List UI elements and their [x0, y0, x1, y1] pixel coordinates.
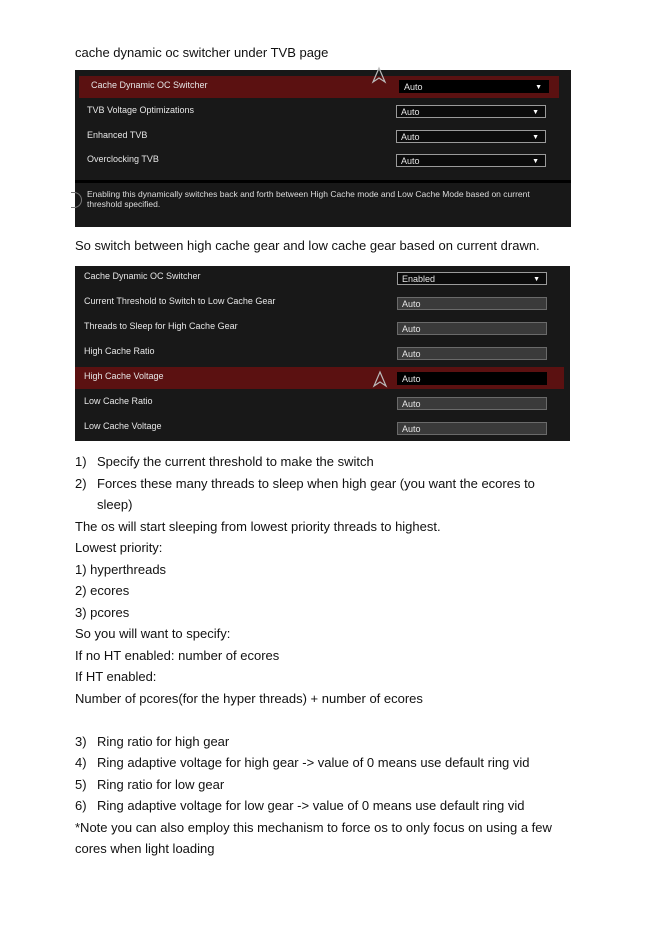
list-number: 5): [75, 776, 87, 792]
list-number: 4): [75, 755, 87, 770]
paragraph-line: 1) hyperthreads: [75, 561, 167, 577]
paragraph-line: Lowest priority:: [75, 540, 163, 555]
current-threshold-field[interactable]: Auto: [397, 297, 547, 310]
bios-panel-cache-dynamic-oc: [75, 266, 570, 441]
list-text: Ring adaptive voltage for high gear -> value of 0 means use default ring vid: [97, 755, 530, 770]
setting-label: Low Cache Voltage: [84, 421, 162, 431]
paragraph-line: 3) pcores: [75, 604, 130, 620]
heading-tvb-page: cache dynamic oc switcher under TVB page: [75, 45, 329, 60]
setting-row-cache-dynamic-oc[interactable]: [79, 76, 559, 98]
mouse-pointer-icon: [371, 66, 387, 84]
list-item: [75, 473, 552, 516]
setting-row-high-cache-ratio[interactable]: [75, 342, 570, 364]
blank-line: [75, 709, 565, 731]
dropdown-value: Auto: [404, 82, 423, 92]
cache-dynamic-oc-switcher-dropdown[interactable]: [397, 272, 547, 285]
high-cache-voltage-field[interactable]: Auto: [397, 372, 547, 385]
setting-row-low-cache-voltage[interactable]: [75, 417, 570, 439]
dropdown-value: Auto: [401, 107, 420, 117]
list-text: Ring adaptive voltage for low gear -> value of 0 means use default ring vid: [97, 798, 525, 813]
list-text: Specify the current threshold to make the switch: [97, 454, 374, 469]
chevron-down-icon: ▼: [532, 134, 539, 141]
chevron-down-icon: ▼: [532, 158, 539, 165]
heading-switch-explanation: So switch between high cache gear and low cache gear based on current drawn.: [75, 238, 540, 253]
setting-label: Overclocking TVB: [87, 154, 159, 164]
enhanced-tvb-dropdown[interactable]: [396, 130, 546, 143]
setting-label: High Cache Voltage: [84, 371, 164, 381]
setting-row-current-threshold[interactable]: [75, 292, 570, 314]
paragraph-line: 2) ecores: [75, 583, 130, 598]
setting-label: Threads to Sleep for High Cache Gear: [84, 321, 238, 331]
tvb-voltage-opt-dropdown[interactable]: [396, 105, 546, 118]
note-text: *Note you can also employ this mechanism to force os to only focus on using a few cores when light loading: [75, 819, 552, 856]
setting-label: Enhanced TVB: [87, 130, 148, 140]
chevron-down-icon: ▼: [533, 276, 540, 283]
setting-label: TVB Voltage Optimizations: [87, 105, 195, 115]
list-text: Ring ratio for low gear: [97, 776, 225, 792]
setting-label: Low Cache Ratio: [84, 396, 153, 406]
setting-label: Current Threshold to Switch to Low Cache Gear: [84, 296, 276, 306]
setting-row-enhanced-tvb[interactable]: [75, 126, 571, 148]
paragraph-line: If no HT enabled: number of ecores: [75, 647, 280, 663]
setting-row-low-cache-ratio[interactable]: [75, 392, 570, 414]
low-cache-voltage-field[interactable]: Auto: [397, 422, 547, 435]
chevron-down-icon: ▼: [532, 109, 539, 116]
threads-to-sleep-field[interactable]: Auto: [397, 322, 547, 335]
bios-panel-tvb: [75, 70, 571, 227]
mouse-pointer-icon: [372, 370, 388, 388]
paragraph-line: The os will start sleeping from lowest priority threads to highest.: [75, 518, 441, 534]
dropdown-value: Enabled: [402, 274, 436, 284]
setting-row-threads-to-sleep[interactable]: [75, 317, 570, 339]
setting-label: Cache Dynamic OC Switcher: [84, 271, 201, 281]
high-cache-ratio-field[interactable]: Auto: [397, 347, 547, 360]
list-number: 6): [75, 798, 87, 813]
divider: [75, 180, 571, 183]
list-text: Forces these many threads to sleep when high gear (you want the ecores to sleep): [97, 475, 535, 512]
list-text: Ring ratio for high gear: [97, 733, 230, 749]
list-item: [75, 774, 565, 796]
cache-dynamic-oc-dropdown[interactable]: [399, 80, 549, 93]
help-description: Enabling this dynamically switches back and forth between High Cache mode and Low Cache Mode based on current threshold specified.: [87, 189, 530, 209]
list-item: [75, 795, 565, 817]
info-icon: [71, 192, 82, 208]
paragraph-line: Number of pcores(for the hyper threads) + number of ecores: [75, 690, 423, 706]
setting-label: Cache Dynamic OC Switcher: [91, 80, 208, 90]
paragraph-line: So you will want to specify:: [75, 626, 231, 641]
explanation-text: [75, 451, 565, 860]
dropdown-value: Auto: [401, 132, 420, 142]
list-item: [75, 752, 565, 774]
setting-row-tvb-voltage-opt[interactable]: [75, 101, 571, 123]
list-number: 1): [75, 454, 87, 469]
setting-label: High Cache Ratio: [84, 346, 155, 356]
dropdown-value: Auto: [401, 156, 420, 166]
setting-row-high-cache-voltage[interactable]: [75, 367, 564, 389]
list-item: [75, 731, 565, 753]
low-cache-ratio-field[interactable]: Auto: [397, 397, 547, 410]
chevron-down-icon: ▼: [535, 84, 542, 91]
setting-row-overclocking-tvb[interactable]: [75, 150, 571, 172]
paragraph-line: If HT enabled:: [75, 669, 157, 684]
list-number: 3): [75, 733, 87, 749]
list-number: 2): [75, 475, 87, 491]
list-item: [75, 451, 565, 473]
overclocking-tvb-dropdown[interactable]: [396, 154, 546, 167]
setting-row-cache-dynamic-oc-switcher[interactable]: [75, 267, 570, 289]
